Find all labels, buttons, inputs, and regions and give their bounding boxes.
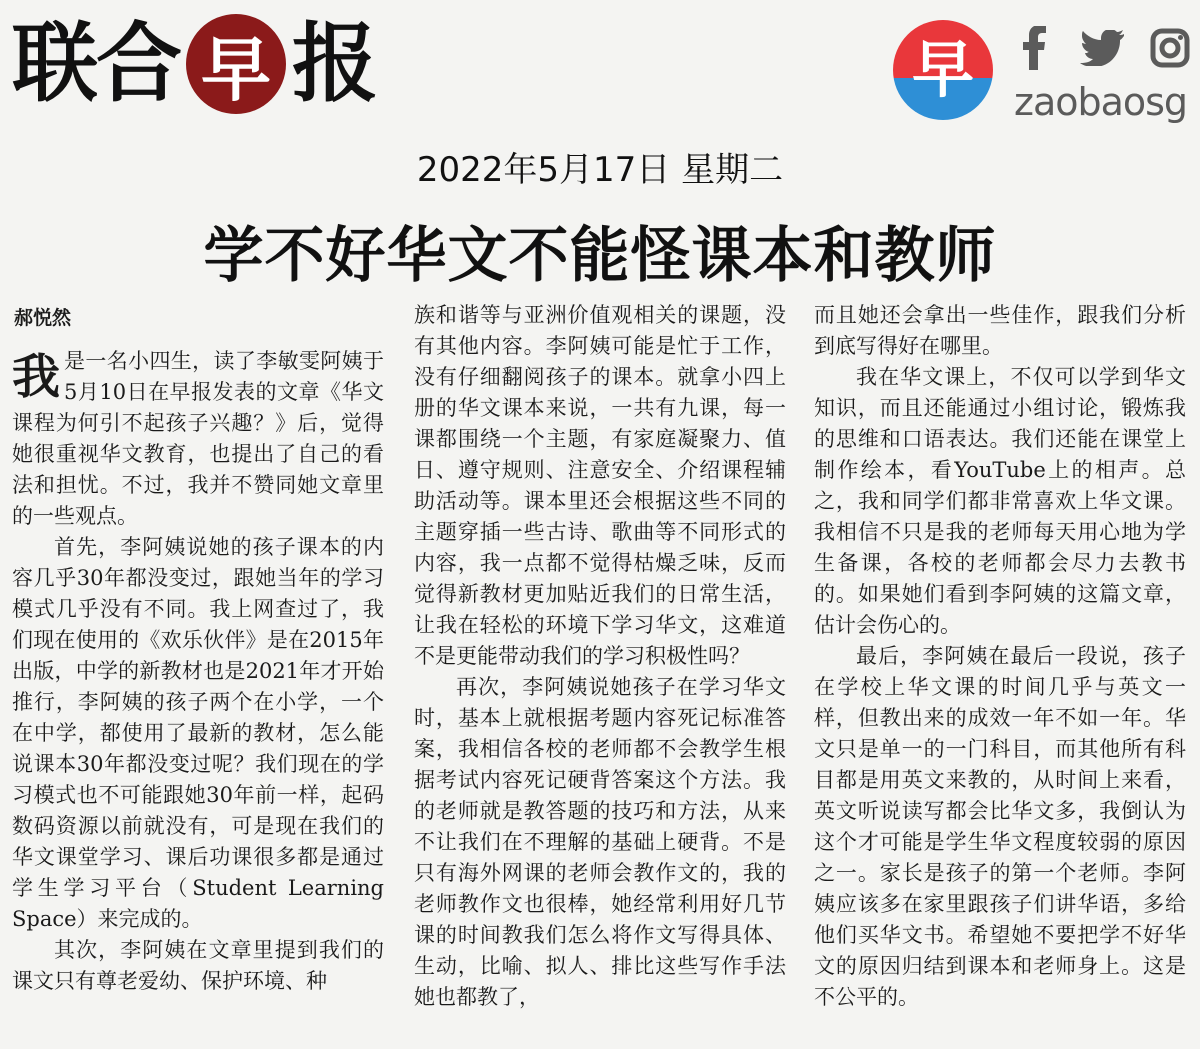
logo-char: 联 [12, 13, 96, 114]
article-paragraph: 首先，李阿姨说她的孩子课本的内容几乎30年都没变过，跟她当年的学习模式几乎没有不同。我上网查过了，我们现在使用的《欢乐伙伴》是在2015年出版，中学的新教材也是2021年才开始推行，李阿姨的孩子两个在小学，一个在中学，都使用了最新的教材，怎么能说课本30年都没变过呢？我们现在的学习模式也不可能跟她30年前一样，起码数码资源以前就没有，可是现在我们的华文课堂学习、课后功课很多都是通过学生学习平台（Student Learning Space）来完成的。 [12, 535, 384, 931]
article-headline: 学不好华文不能怪课本和教师 [203, 221, 997, 291]
article-paragraph: 最后，李阿姨在最后一段说，孩子在学校上华文课的时间几乎与英文一样，但教出来的成效一年不如一年。华文只是单一的一门科目，而其他所有科目都是用英文来教的，从时间上来看，英文听说读写都会比华文多，我倒认为这个才可能是学生华文程度较弱的原因之一。家长是孩子的第一个老师。李阿姨应该多在家里跟孩子们讲华语，多给他们买华文书。希望她不要把学不好华文的原因归结到课本和老师身上。这是不公平的。 [814, 644, 1186, 1009]
logo-char: 报 [292, 13, 376, 114]
article-paragraph: 再次，李阿姨说她孩子在学习华文时，基本上就根据考题内容死记标准答案，我相信各校的老师都不会教学生根据考试内容死记硬背答案这个方法。我的老师就是教答题的技巧和方法，从来不让我们在不理解的基础上硬背。不是只有海外网课的老师会教作文的，我的老师教作文也很棒，她经常利用好几节课的时间教我们怎么将作文写得具体、生动，比喻、拟人、排比这些写作手法她也都教了， [414, 675, 786, 1009]
article-column-2 [414, 300, 786, 1013]
article-column-1 [12, 346, 384, 997]
social-icons [1012, 26, 1192, 70]
article-byline: 郝悦然 [14, 307, 72, 329]
facebook-icon [1012, 26, 1056, 70]
drop-cap: 我 [12, 349, 61, 405]
twitter-icon [1080, 26, 1124, 70]
article-paragraph: 我是一名小四生，读了李敏雯阿姨于5月10日在早报发表的文章《华文课程为何引不起孩子兴趣？》后，觉得她很重视华文教育，也提出了自己的看法和担忧。不过，我并不赞同她文章里的一些观点。 [12, 349, 384, 528]
newspaper-logo [12, 14, 376, 114]
logo-seal: 早 [186, 14, 286, 114]
masthead [0, 0, 1200, 140]
instagram-icon [1148, 26, 1192, 70]
app-logo [893, 20, 993, 120]
article-paragraph: 我在华文课上，不仅可以学到华文知识，而且还能通过小组讨论，锻炼我的思维和口语表达。我们还能在课堂上制作绘本，看YouTube上的相声。总之，我和同学们都非常喜欢上华文课。我相信不只是我的老师每天用心地为学生备课，各校的老师都会尽力去教书的。如果她们看到李阿姨的这篇文章，估计会伤心的。 [814, 365, 1186, 637]
social-handle: zaobaosg [1014, 80, 1188, 124]
logo-char: 合 [96, 13, 180, 114]
publication-date: 2022年5月17日 星期二 [416, 150, 784, 190]
article-paragraph: 而且她还会拿出一些佳作，跟我们分析到底写得好在哪里。 [814, 303, 1186, 358]
article-paragraph: 其次，李阿姨在文章里提到我们的课文只有尊老爱幼、保护环境、种 [12, 938, 384, 993]
article-column-3 [814, 300, 1186, 1013]
article-paragraph: 族和谐等与亚洲价值观相关的课题，没有其他内容。李阿姨可能是忙于工作，没有仔细翻阅孩子的课本。就拿小四上册的华文课本来说，一共有九课，每一课都围绕一个主题，有家庭凝聚力、值日、遵守规则、注意安全、介绍课程辅助活动等。课本里还会根据这些不同的主题穿插一些古诗、歌曲等不同形式的内容，我一点都不觉得枯燥乏味，反而觉得新教材更加贴近我们的日常生活，让我在轻松的环境下学习华文，这难道不是更能带动我们的学习积极性吗？ [414, 303, 786, 668]
app-logo-char: 早 [911, 33, 974, 106]
